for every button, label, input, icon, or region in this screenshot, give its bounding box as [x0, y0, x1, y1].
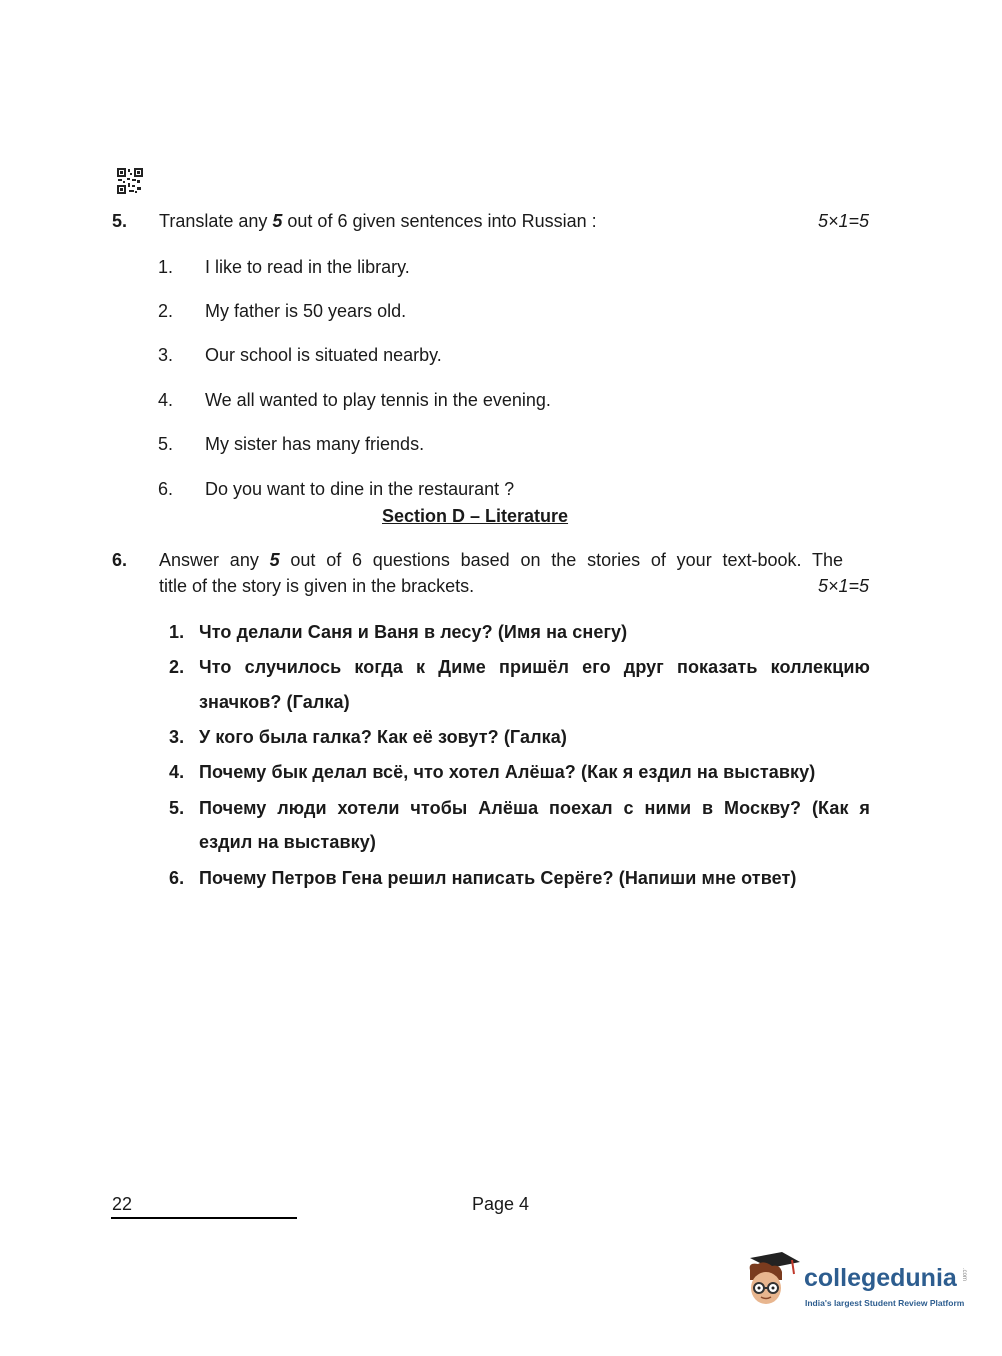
q6-item-text: Что делали Саня и Ваня в лесу? (Имя на снегу): [199, 622, 628, 642]
instruction-text: Answer any: [159, 550, 270, 570]
q6-item-text: Почему бык делал всё, что хотел Алёша? (Как я ездил на выставку): [199, 762, 816, 782]
q5-item-number: 2.: [158, 301, 174, 321]
q5-item-text: Do you want to dine in the restaurant ?: [205, 479, 515, 499]
instruction-bold: 5: [272, 211, 283, 231]
logo-tagline: India's largest Student Review Platform: [805, 1298, 965, 1308]
logo-wordmark: collegedunia: [804, 1264, 957, 1292]
q6-item-text: Почему Петров Гена решил написать Серёге? (Напиши мне ответ): [199, 868, 797, 888]
q6-item-text-continued: ездил на выставку): [199, 832, 376, 852]
question-6-instruction-line2: title of the story is given in the brackets.: [159, 576, 475, 596]
q5-item-number: 4.: [158, 390, 174, 410]
q5-item-text: Our school is situated nearby.: [205, 345, 442, 365]
instruction-bold: 5: [269, 550, 280, 570]
instruction-text: out of 6 questions based on the stories of your text-book. The: [279, 550, 843, 570]
page-number: Page 4: [472, 1194, 530, 1214]
q5-item-text: My sister has many friends.: [205, 434, 425, 454]
question-6-number: 6.: [112, 550, 128, 570]
q5-item-number: 5.: [158, 434, 174, 454]
q6-item-number: 1.: [169, 622, 185, 642]
q6-item-text-continued: значков? (Галка): [199, 692, 350, 712]
instruction-text: out of 6 given sentences into Russian :: [282, 211, 597, 231]
q6-item-number: 3.: [169, 727, 185, 747]
q6-item-text: У кого была галка? Как её зовут? (Галка): [199, 727, 567, 747]
question-5-marks: 5×1=5: [818, 211, 870, 231]
q6-item-number: 5.: [169, 798, 185, 818]
question-6-marks: 5×1=5: [818, 576, 870, 596]
footer-divider: [111, 1217, 297, 1219]
question-5-number: 5.: [112, 211, 128, 231]
q5-item-text: I like to read in the library.: [205, 257, 410, 277]
question-6-instruction-line1: [159, 547, 843, 573]
q5-item-number: 1.: [158, 257, 174, 277]
q6-item-text: Что случилось когда к Диме пришёл его друг показать коллекцию: [199, 657, 870, 677]
section-heading: Section D – Literature: [382, 506, 569, 526]
q5-item-number: 6.: [158, 479, 174, 499]
q5-item-text: We all wanted to play tennis in the evening.: [205, 390, 551, 410]
q6-item-number: 2.: [169, 657, 185, 677]
q5-item-number: 3.: [158, 345, 174, 365]
qr-code: [117, 168, 143, 194]
q6-item-number: 4.: [169, 762, 185, 782]
instruction-text: Translate any: [159, 211, 273, 231]
q5-item-text: My father is 50 years old.: [205, 301, 407, 321]
q6-item-text: Почему люди хотели чтобы Алёша поехал с ними в Москву? (Как я: [199, 798, 870, 818]
question-5-instruction: [159, 208, 597, 234]
logo-domain-suffix: .com: [961, 1268, 967, 1282]
q6-item-number: 6.: [169, 868, 185, 888]
footer-code-number: 22: [112, 1194, 133, 1214]
collegedunia-mascot-icon: [742, 1250, 804, 1312]
